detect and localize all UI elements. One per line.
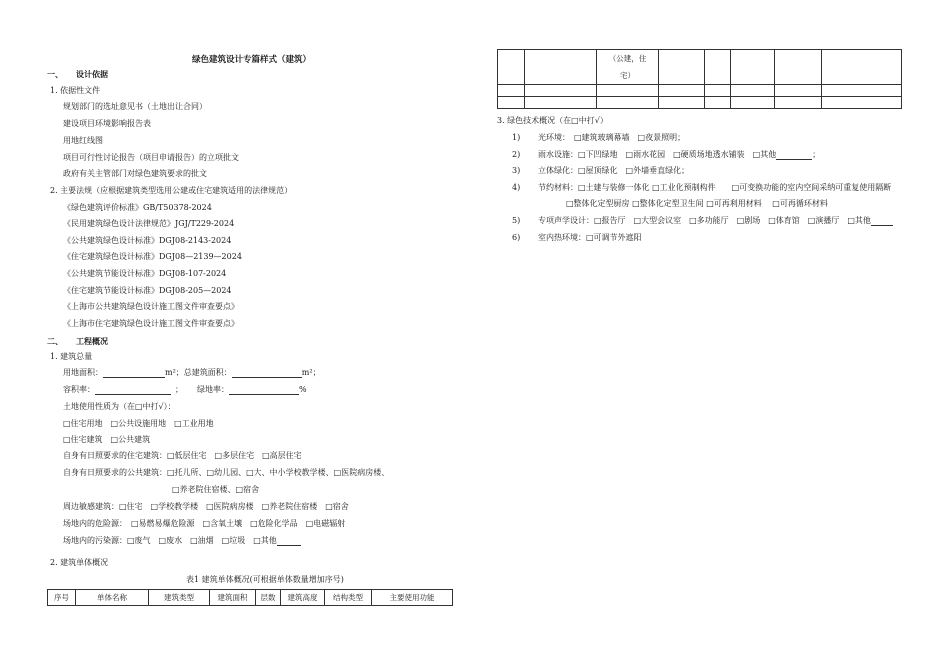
col-header: 结构类型 <box>325 590 372 606</box>
far-blank[interactable] <box>95 385 171 395</box>
site-area-label: 用地面积： <box>63 368 103 377</box>
tech-item-materials[interactable]: 节约材料：□土建与装修一体化 □工业化预制构件 □可变换功能的室内空间采纳可重复使用隔断 <box>538 183 892 192</box>
col-header: 建筑高度 <box>281 590 325 606</box>
separator: ； <box>175 385 183 394</box>
section1-number: 一、 <box>47 69 63 79</box>
separator: ； <box>312 368 321 377</box>
building-table <box>47 589 453 606</box>
section1-item1-heading: 1. 依据性文件 <box>50 86 101 95</box>
area-unit: m² <box>301 368 313 377</box>
standard-line: 《住宅建筑节能设计标准》DGJ08-205—2024 <box>63 286 232 295</box>
far-label: 容积率： <box>63 385 95 394</box>
section2-item2-heading: 2. 建筑单体概况 <box>50 558 109 567</box>
pollution-row <box>63 536 301 546</box>
col-header: 单体名称 <box>76 590 149 606</box>
doc-title: 绿色建筑设计专篇样式（建筑） <box>192 55 312 65</box>
tech-item-number: 5) <box>512 216 521 225</box>
tech-item-acoustic[interactable]: 专项声学设计：□报告厅 □大型会议室 □多功能厅 □剧场 □体育馆 □演播厅 □其他 <box>538 216 871 225</box>
tech-item-rain[interactable]: 雨水设施：□下凹绿地 □雨水花园 □硬质场地透水铺装 □其他 <box>538 150 777 159</box>
section2-item1-heading: 1. 建筑总量 <box>50 352 93 361</box>
sunlight-residential-options[interactable]: 自身有日照要求的住宅建筑：□低层住宅 □多层住宅 □高层住宅 <box>63 451 302 460</box>
standard-line: 《公共建筑绿色设计标准》DGJ08-2143-2024 <box>63 236 232 245</box>
acoustic-other-blank[interactable] <box>871 216 893 226</box>
doc-line: 项目可行性讨论报告（项目申请报告）的立项批文 <box>63 153 239 162</box>
tech-item-materials-cont[interactable]: □整体化定型厨房 □整体化定型卫生间 □可再利用材料 □可再循环材料 <box>566 199 828 208</box>
cell-text: 宅） <box>620 71 635 80</box>
doc-line: 建设项目环境影响报告表 <box>63 119 151 128</box>
tech-item-rain-row <box>538 150 820 160</box>
separator: ； <box>812 150 821 159</box>
building-type-cell[interactable] <box>597 50 659 85</box>
section1-title: 设计依据 <box>76 69 108 79</box>
tech-item-acoustic-row <box>538 216 893 226</box>
total-area-blank[interactable] <box>232 368 302 378</box>
table-row <box>498 85 902 97</box>
standard-line: 《住宅建筑绿色设计标准》DGJ08—2139—2024 <box>63 252 242 261</box>
section3-heading: 3. 绿色技术概况（在□中打√） <box>497 116 608 125</box>
tech-item-number: 3) <box>512 166 521 175</box>
standard-line: 《上海市公共建筑绿色设计施工图文件审查要点》 <box>63 302 239 311</box>
sunlight-public-options-cont[interactable]: □养老院住宿楼、□宿舍 <box>172 485 260 494</box>
standard-line: 《绿色建筑评价标准》GB/T50378-2024 <box>63 203 212 212</box>
tech-item-number: 1) <box>512 133 521 142</box>
separator: ； <box>175 368 184 377</box>
site-area-blank[interactable] <box>103 368 165 378</box>
table-row <box>498 97 902 109</box>
section2-number: 二、 <box>47 336 63 346</box>
tech-item-greening[interactable]: 立体绿化：□屋顶绿化 □外墙垂直绿化； <box>538 166 690 175</box>
col-header: 主要使用功能 <box>372 590 453 606</box>
col-header: 建筑面积 <box>210 590 256 606</box>
tech-item-thermal[interactable]: 室内热环境：□可调节外遮阳 <box>538 233 642 242</box>
sunlight-public-options[interactable]: 自身有日照要求的公共建筑：□托儿所、□幼儿园、□大、中小学校教学楼、□医院病房楼、 <box>63 468 390 477</box>
doc-line: 规划部门的选址意见书（土地出让合同） <box>63 102 207 111</box>
hazard-options[interactable]: 场地内的危险源： □易燃易爆危险源 □含氧土壤 □危险化学品 □电磁辐射 <box>63 519 346 528</box>
land-use-heading: 土地使用性质为（在□中打√）： <box>63 402 176 411</box>
site-area-row <box>63 368 321 378</box>
rain-other-blank[interactable] <box>776 150 812 160</box>
section2-title: 工程概况 <box>76 336 108 346</box>
table-header-row <box>48 590 453 606</box>
land-use-options[interactable]: □住宅用地 □公共设施用地 □工业用地 <box>63 419 214 428</box>
col-header: 层数 <box>256 590 281 606</box>
cell-text: （公建，住 <box>608 54 647 63</box>
standard-line: 《公共建筑节能设计标准》DGJ08-107-2024 <box>63 269 227 278</box>
tech-item-number: 2) <box>512 150 521 159</box>
standard-line: 《上海市住宅建筑绿色设计施工图文件审查要点》 <box>63 319 239 328</box>
standard-line: 《民用建筑绿色设计法律规范》JGJ/T229-2024 <box>63 219 235 228</box>
sensitive-buildings-options[interactable]: 周边敏感建筑：□住宅 □学校教学楼 □医院病房楼 □养老院住宿楼 □宿舍 <box>63 502 349 511</box>
area-unit: m² <box>165 368 176 377</box>
tech-item-number: 6) <box>512 233 521 242</box>
far-row <box>63 385 307 395</box>
pollution-options[interactable]: 场地内的污染源：□废气 □废水 □油烟 □垃圾 □其他 <box>63 536 277 545</box>
building-type-options[interactable]: □住宅建筑 □公共建筑 <box>63 435 151 444</box>
tech-item-light[interactable]: 光环境： □建筑玻璃幕墙 □夜景照明； <box>538 133 686 142</box>
percent-sign: % <box>299 385 307 394</box>
total-area-label: 总建筑面积： <box>183 368 232 377</box>
col-header: 建筑类型 <box>149 590 210 606</box>
pollution-other-blank[interactable] <box>277 536 301 546</box>
doc-line: 用地红线图 <box>63 136 103 145</box>
doc-line: 政府有关主管部门对绿色建筑要求的批文 <box>63 169 207 178</box>
table-caption: 表1 建筑单体概况(可根据单体数量增加序号) <box>186 575 344 584</box>
section1-item2-heading: 2. 主要法规（应根据建筑类型选用公建或住宅建筑适用的法律规范） <box>50 186 293 195</box>
col-header: 序号 <box>48 590 76 606</box>
building-table-continued <box>497 49 902 109</box>
table-row <box>498 50 902 85</box>
green-ratio-blank[interactable] <box>229 385 299 395</box>
tech-item-number: 4) <box>512 183 521 192</box>
green-ratio-label: 绿地率： <box>197 385 229 394</box>
